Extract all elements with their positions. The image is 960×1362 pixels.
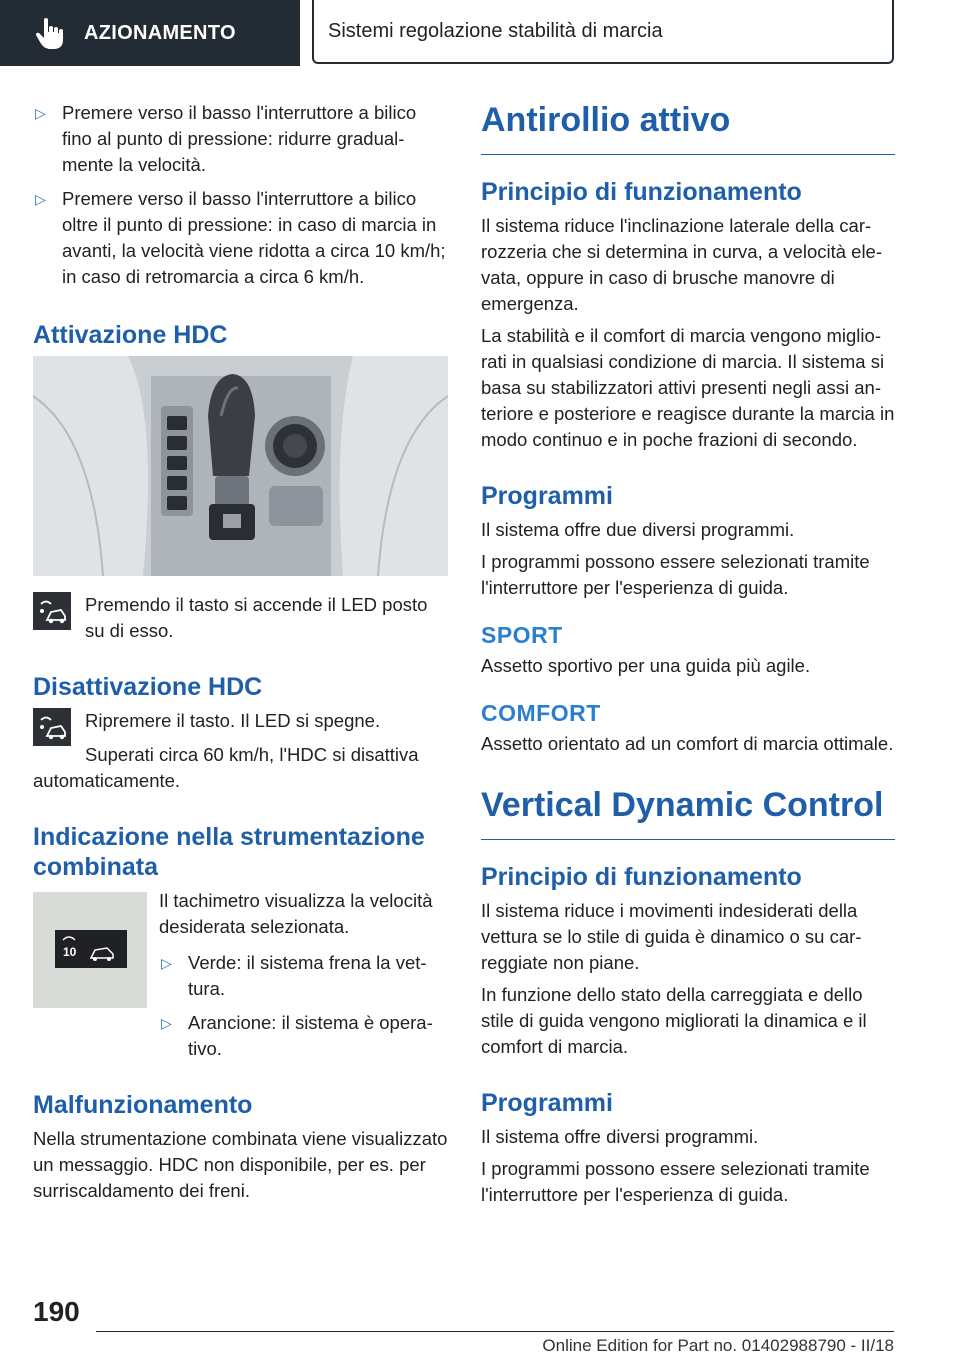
list-item: ▷ Verde: il sistema frena la vettura. bbox=[161, 952, 427, 999]
triangle-bullet-icon: ▷ bbox=[161, 955, 172, 971]
center-console-photo bbox=[33, 356, 448, 576]
list-item: ▷ Premere verso il basso l'interruttore a bilico oltre il punto di pressione: in caso di marcia in avanti, la velocità viene ridotta a circa 10 km/h; in caso di retromarcia a circa 6 km/h. bbox=[35, 188, 446, 287]
heading-principio: Principio di funzionamento bbox=[481, 178, 802, 206]
hdc-icon bbox=[33, 592, 71, 630]
paragraph: In funzione dello stato della carreggiata e dello stile di guida vengono migliorati la dinamica e il comfort di marcia. bbox=[481, 984, 867, 1057]
paragraph: Il sistema riduce l'inclinazione laterale della carrozzeria che si determina in curva, a velocità elevata, oppure in caso di brusche manovre di emergenza. bbox=[481, 215, 883, 314]
heading-programmi: Programmi bbox=[481, 482, 613, 510]
paragraph: Il sistema riduce i movimenti indesiderati della vettura se lo stile di guida è dinamico o su carreggiate non piane. bbox=[481, 900, 862, 973]
hand-icon bbox=[30, 13, 70, 53]
paragraph: Assetto sportivo per una guida più agile. bbox=[481, 655, 811, 676]
paragraph: I programmi possono essere selezionati tramite l'interruttore per l'esperienza di guida. bbox=[481, 1158, 870, 1205]
list-item: ▷ Premere verso il basso l'interruttore a bilico fino al punto di pressione: ridurre gradualmente la velocità. bbox=[35, 102, 417, 175]
triangle-bullet-icon: ▷ bbox=[35, 191, 46, 207]
chapter-title: Sistemi regolazione stabilità di marcia bbox=[328, 19, 663, 42]
heading-vertical-dynamic-control: Vertical Dynamic Control bbox=[481, 785, 895, 840]
paragraph: Il sistema offre diversi programmi. bbox=[481, 1126, 759, 1147]
hdc-off-note: Ripremere il tasto. Il LED si spegne. bbox=[33, 708, 448, 748]
left-column bbox=[33, 100, 448, 1210]
heading-sport: SPORT bbox=[481, 622, 563, 648]
paragraph: Il sistema offre due diversi programmi. bbox=[481, 519, 795, 540]
paragraph: Assetto orientato ad un comfort di marcia ottimale. bbox=[481, 733, 894, 754]
paragraph: La stabilità e il comfort di marcia vengono migliorati in qualsiasi condizione di marcia. Il sistema si basa su stabilizzatori attivi presenti negli assi anteriore e posteriore e reagisce durante la marcia in modo continuo e in poche frazioni di secondo. bbox=[481, 325, 895, 450]
right-column bbox=[481, 100, 895, 1214]
list-item: ▷ Arancione: il sistema è operativo. bbox=[161, 1012, 433, 1059]
triangle-bullet-icon: ▷ bbox=[161, 1015, 172, 1031]
edition-note: Online Edition for Part no. 01402988790 - II/18 bbox=[542, 1336, 894, 1355]
heading-indicazione: Indicazione nella strumentazione combinata bbox=[33, 823, 425, 881]
heading-malfunzionamento: Malfunzionamento bbox=[33, 1091, 253, 1119]
hdc-icon bbox=[33, 708, 71, 746]
section-title: AZIONAMENTO bbox=[84, 21, 236, 44]
heading-antirollio: Antirollio attivo bbox=[481, 100, 895, 155]
heading-comfort: COMFORT bbox=[481, 700, 601, 726]
heading-principio: Principio di funzionamento bbox=[481, 863, 802, 891]
heading-attivazione-hdc: Attivazione HDC bbox=[33, 321, 228, 349]
chapter-tab bbox=[312, 0, 894, 64]
header-section-tab bbox=[0, 0, 300, 66]
paragraph: I programmi possono essere selezionati tramite l'interruttore per l'esperienza di guida. bbox=[481, 551, 870, 598]
hdc-button-note: Premendo il tasto si accende il LED posto su di esso. bbox=[33, 592, 448, 644]
speedometer-hdc-icon bbox=[33, 892, 147, 1008]
heading-disattivazione-hdc: Disattivazione HDC bbox=[33, 673, 263, 701]
cluster-speed-value: 10 bbox=[63, 945, 77, 959]
paragraph: Superati circa 60 km/h, l'HDC si disattiva automaticamente. bbox=[33, 744, 419, 791]
heading-programmi: Programmi bbox=[481, 1089, 613, 1117]
paragraph: Nella strumentazione combinata viene visualizzato un messaggio. HDC non disponibile, per es. per surriscaldamento dei freni. bbox=[33, 1128, 448, 1201]
footer-divider bbox=[96, 1331, 894, 1332]
triangle-bullet-icon: ▷ bbox=[35, 105, 46, 121]
page-number: 190 bbox=[33, 1296, 80, 1327]
cluster-section: 10 Il tachimetro visualizza la velocità desiderata selezionata. ▷ Verde: il sistema frena la vettura. ▷ Arancione: il sistema è operativo. bbox=[33, 888, 448, 1062]
